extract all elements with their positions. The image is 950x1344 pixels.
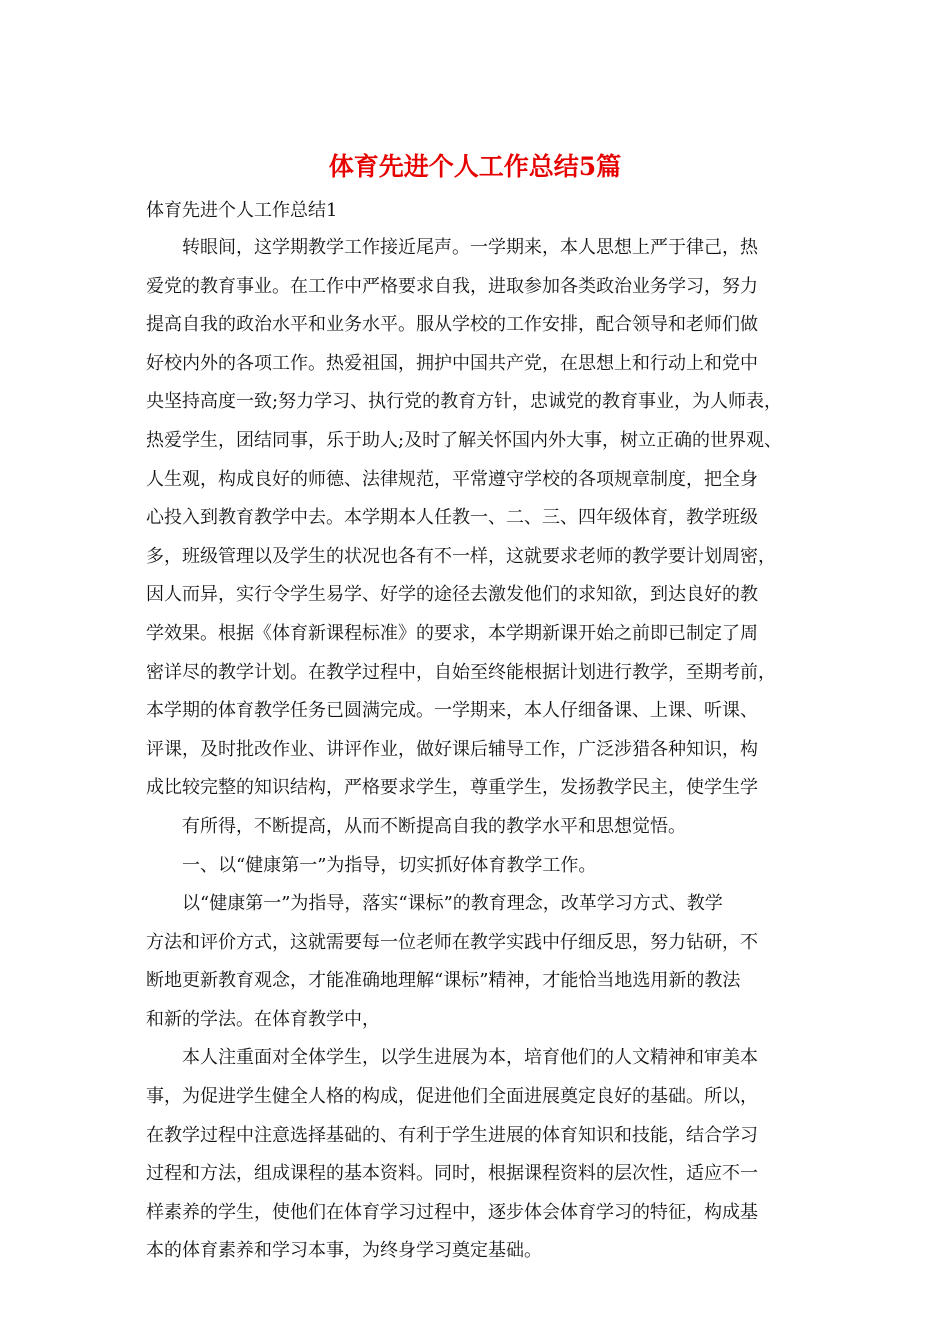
body-text-line: 提高自我的政治水平和业务水平。服从学校的工作安排，配合领导和老师们做 [146,314,758,336]
body-text-line: 以“健康第一”为指导，落实“课标”的教育理念，改革学习方式、教学 [182,893,723,915]
body-text-line: 心投入到教育教学中去。本学期本人任教一、二、三、四年级体育，教学班级 [146,507,758,529]
body-text-line: 因人而异，实行令学生易学、好学的途径去激发他们的求知欲，到达良好的教 [146,584,758,606]
body-text-line: 本学期的体育教学任务已圆满完成。一学期来，本人仔细备课、上课、听课、 [146,700,758,722]
body-text-line: 转眼间，这学期教学工作接近尾声。一学期来，本人思想上严于律己，热 [182,237,758,258]
body-text-line: 样素养的学生，使他们在体育学习过程中，逐步体会体育学习的特征，构成基 [146,1201,758,1223]
body-text-line: 人生观，构成良好的师德、法律规范，平常遵守学校的各项规章制度，把全身 [146,468,758,490]
document-body [146,229,826,1271]
section-heading: 体育先进个人工作总结1 [146,200,338,221]
body-text-line: 和新的学法。在体育教学中， [146,1008,380,1030]
body-text-line: 过程和方法，组成课程的基本资料。同时，根据课程资料的层次性，适应不一 [146,1163,758,1185]
body-text-line: 本的体育素养和学习本事，为终身学习奠定基础。 [146,1240,542,1262]
body-text-line: 密详尽的教学计划。在教学过程中，自始至终能根据计划进行教学，至期考前， [146,661,776,683]
body-text-line: 有所得，不断提高，从而不断提高自我的教学水平和思想觉悟。 [182,815,686,837]
body-text-line: 方法和评价方式，这就需要每一位老师在教学实践中仔细反思，努力钻研，不 [146,931,758,953]
body-text-line: 在教学过程中注意选择基础的、有利于学生进展的体育知识和技能，结合学习 [146,1124,758,1146]
body-text-line: 爱党的教育事业。在工作中严格要求自我，进取参加各类政治业务学习，努力 [146,275,758,297]
body-text-line: 事，为促进学生健全人格的构成，促进他们全面进展奠定良好的基础。所以， [146,1086,758,1108]
body-text-line: 好校内外的各项工作。热爱祖国，拥护中国共产党，在思想上和行动上和党中 [146,352,758,374]
body-text-line: 评课，及时批改作业、讲评作业，做好课后辅导工作，广泛涉猎各种知识，构 [146,738,758,760]
body-text-line: 热爱学生，团结同事，乐于助人;及时了解关怀国内外大事，树立正确的世界观、 [146,429,783,451]
body-text-line: 断地更新教育观念，才能准确地理解“课标”精神，才能恰当地选用新的教法 [146,970,741,992]
body-text-line: 本人注重面对全体学生，以学生进展为本，培育他们的人文精神和审美本 [182,1047,758,1069]
body-text-line: 成比较完整的知识结构，严格要求学生，尊重学生，发扬教学民主，使学生学 [146,777,758,799]
body-text-line: 一、以“健康第一”为指导，切实抓好体育教学工作。 [182,854,597,876]
document-title: 体育先进个人工作总结5篇 [328,152,622,181]
body-text-line: 学效果。根据《体育新课程标准》的要求，本学期新课开始之前即已制定了周 [146,622,758,644]
body-text-line: 多，班级管理以及学生的状况也各有不一样，这就要求老师的教学要计划周密， [146,545,776,567]
body-text-line: 央坚持高度一致;努力学习、执行党的教育方针，忠诚党的教育事业，为人师表， [146,391,783,413]
